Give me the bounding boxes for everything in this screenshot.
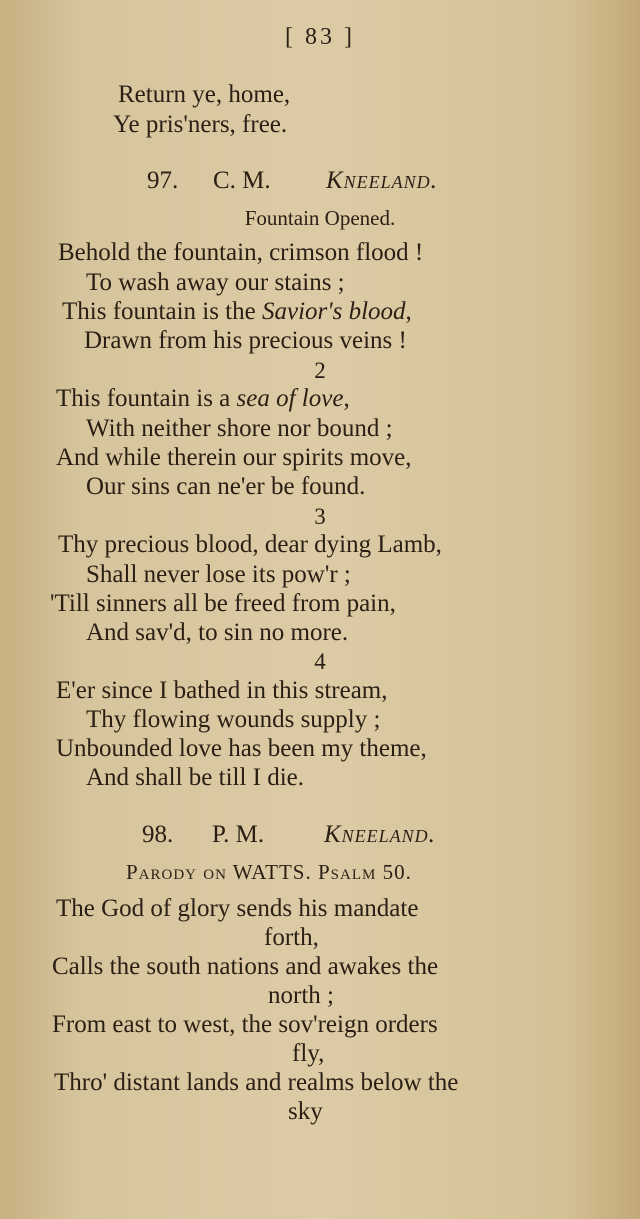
line-punct: , (405, 298, 412, 325)
hymn-98-line-1-cont: forth, (264, 924, 319, 951)
hymn-97-s2-line-4: Our sins can ne'er be found. (86, 473, 366, 500)
hymn-97-s4-line-2: Thy flowing wounds supply ; (86, 706, 381, 733)
italic-phrase: sea of love (236, 385, 344, 412)
hymn-98-title (126, 857, 412, 887)
hymn-97-s4-line-4: And shall be till I die. (86, 764, 305, 791)
hymn-97-s3-line-2: Shall never lose its pow'r ; (86, 561, 351, 588)
hymn-98-line-2-cont: north ; (268, 982, 334, 1009)
hymn-98-line-1: The God of glory sends his mandate (56, 895, 419, 922)
italic-phrase: Savior's blood (261, 298, 406, 325)
page-number: [ 83 ] (285, 24, 355, 50)
hymn-97-s3-line-4: And sav'd, to sin no more. (86, 619, 349, 646)
hymn-97-s3-line-1: Thy precious blood, dear dying Lamb, (58, 531, 442, 558)
hymn-97-s3-line-3: 'Till sinners all be freed from pain, (50, 590, 396, 617)
stanza-number-3: 3 (314, 504, 326, 529)
hymn-97-title: Fountain Opened. (244, 206, 396, 230)
stanza-number-2: 2 (314, 358, 326, 383)
hymn-97-tune: Kneeland. (326, 167, 438, 194)
hymn-97-s2-line-3: And while therein our spirits move, (56, 444, 412, 471)
hymn-97-s4-line-1: E'er since I bathed in this stream, (56, 677, 388, 704)
hymn-98-line-2: Calls the south nations and awakes the (52, 953, 439, 980)
hymn-97-meter: C. M. (213, 167, 271, 194)
hymn-98-meter: P. M. (212, 821, 265, 848)
hymn-98-line-3-cont: fly, (292, 1040, 325, 1067)
hymn-98-number: 98. (142, 821, 174, 848)
line-text: This fountain is the (62, 298, 262, 325)
hymn-97-number: 97. (147, 167, 179, 194)
line-punct: , (343, 385, 350, 412)
stanza-number-4: 4 (314, 649, 326, 674)
hymn-98-line-4: Thro' distant lands and realms below the (54, 1069, 459, 1096)
hymn-98-tune: Kneeland. (324, 821, 436, 848)
title-text: Parody on WATTS. Psalm 50. (126, 860, 412, 884)
carryover-line-2: Ye pris'ners, free. (113, 111, 288, 138)
hymn-98-line-4-cont: sky (288, 1098, 323, 1125)
hymn-97-s1-line-2: To wash away our stains ; (86, 269, 345, 296)
hymn-97-s1-line-3 (62, 297, 412, 327)
hymn-97-s2-line-1 (56, 384, 350, 414)
hymn-97-s1-line-1: Behold the fountain, crimson flood ! (58, 239, 424, 266)
hymn-97-s2-line-2: With neither shore nor bound ; (86, 415, 393, 442)
hymn-97-s4-line-3: Unbounded love has been my theme, (56, 735, 427, 762)
hymn-97-s1-line-4: Drawn from his precious veins ! (84, 327, 407, 354)
carryover-line-1: Return ye, home, (118, 81, 291, 108)
line-text: This fountain is a (56, 385, 237, 412)
hymn-98-line-3: From east to west, the sov'reign orders (52, 1011, 438, 1038)
